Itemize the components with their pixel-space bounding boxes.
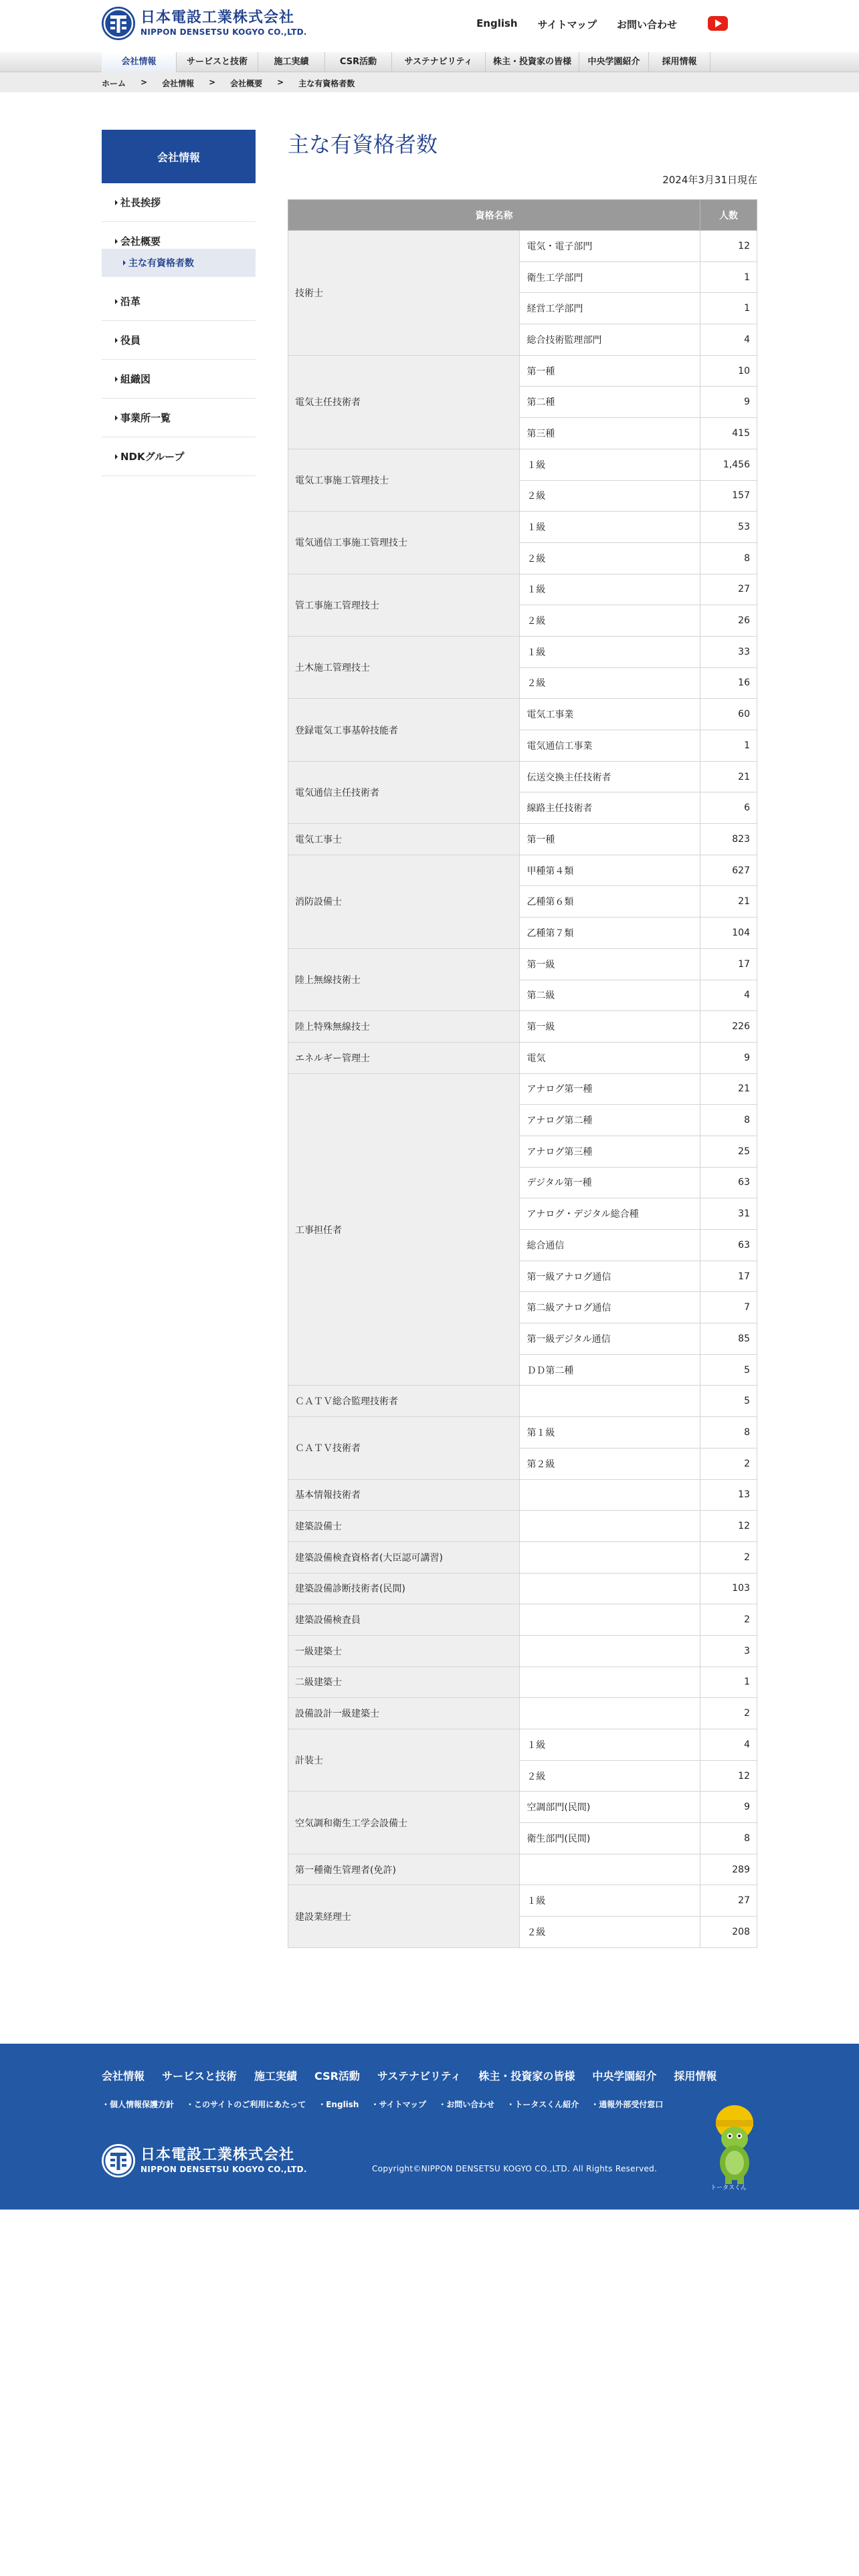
count-cell: 53 [700, 512, 757, 543]
count-cell: 1 [700, 293, 757, 324]
count-cell: 10 [700, 355, 757, 387]
count-cell: 1,456 [700, 449, 757, 480]
table-row [288, 1792, 757, 1823]
footer-nav-recruit[interactable]: 採用情報 [674, 2070, 717, 2082]
copyright: Copyright©NIPPON DENSETSU KOGYO CO.,LTD. All Rights Reserved. [372, 2164, 658, 2173]
qualification-class-cell: アナログ第二種 [520, 1105, 700, 1136]
breadcrumb-separator: > [277, 78, 284, 87]
count-cell: 5 [700, 1386, 757, 1417]
qualification-class-cell: ２級 [520, 480, 700, 512]
count-cell: 6 [700, 792, 757, 824]
qualification-class-cell: ２級 [520, 605, 700, 637]
qualification-name-cell: 設備設計一級建築士 [288, 1698, 520, 1729]
count-cell: 4 [700, 1729, 757, 1761]
count-cell: 289 [700, 1854, 757, 1885]
qualification-name-cell: 建築設備診断技術者(民間) [288, 1573, 520, 1604]
table-row [288, 1386, 757, 1417]
qualification-class-cell [520, 1479, 700, 1511]
qualification-class-cell: 第二種 [520, 387, 700, 418]
table-row [288, 1698, 757, 1729]
table-row [288, 231, 757, 262]
youtube-icon[interactable] [708, 16, 728, 31]
qualification-class-cell: １級 [520, 636, 700, 667]
count-cell: 627 [700, 855, 757, 886]
gnav-item-services[interactable]: サービスと技術 [177, 52, 258, 72]
qualification-class-cell: 第二級アナログ通信 [520, 1292, 700, 1323]
qualification-class-cell [520, 1541, 700, 1573]
count-cell: 103 [700, 1573, 757, 1604]
sidebar [102, 130, 256, 476]
qualification-name-cell: 土木施工管理技士 [288, 636, 520, 698]
table-row [288, 855, 757, 886]
qualification-class-cell: 乙種第７類 [520, 918, 700, 949]
footer-nav-works[interactable]: 施工実績 [254, 2070, 298, 2082]
count-cell: 226 [700, 1011, 757, 1043]
count-cell: 25 [700, 1136, 757, 1167]
qualification-class-cell [520, 1604, 700, 1636]
gnav-item-works[interactable]: 施工実績 [258, 52, 325, 72]
count-cell: 2 [700, 1541, 757, 1573]
qualification-class-cell: 第一級デジタル通信 [520, 1323, 700, 1355]
sidebar-item-offices[interactable]: 事業所一覧 [102, 399, 256, 437]
count-cell: 2 [700, 1448, 757, 1479]
qualification-class-cell: 第一級アナログ通信 [520, 1261, 700, 1292]
main-content [288, 130, 757, 1948]
sidebar-item-officers[interactable]: 役員 [102, 321, 256, 360]
count-cell: 8 [700, 1105, 757, 1136]
qualification-name-cell: 工事担任者 [288, 1073, 520, 1386]
count-cell: 17 [700, 948, 757, 980]
count-cell: 3 [700, 1635, 757, 1667]
count-cell: 9 [700, 1792, 757, 1823]
table-row [288, 574, 757, 605]
footer-link-privacy[interactable]: ・ 個人情報保護方針 [102, 2099, 174, 2110]
company-logo[interactable] [102, 7, 307, 40]
breadcrumb [102, 78, 355, 89]
table-row [288, 761, 757, 792]
site-header [0, 0, 859, 52]
gnav-item-csr[interactable]: CSR活動 [325, 52, 392, 72]
qualification-class-cell: アナログ第三種 [520, 1136, 700, 1167]
breadcrumb-separator: > [209, 78, 216, 87]
qualification-name-cell: 電気工事施工管理技士 [288, 449, 520, 511]
qualification-class-cell: デジタル第一種 [520, 1167, 700, 1198]
footer-link-english[interactable]: ・ English [318, 2099, 359, 2110]
count-cell: 7 [700, 1292, 757, 1323]
qualification-class-cell: １級 [520, 449, 700, 480]
qualification-name-cell: 二級建築士 [288, 1667, 520, 1698]
table-row [288, 824, 757, 855]
qualification-class-cell [520, 1511, 700, 1542]
count-cell: 8 [700, 542, 757, 574]
as-of-date: 2024年3月31日現在 [662, 174, 757, 186]
qualification-name-cell: 空気調和衛生工学会設備士 [288, 1792, 520, 1854]
sidebar-subitem-qualified[interactable]: 主な有資格者数 [102, 249, 256, 277]
breadcrumb-bar [0, 72, 859, 92]
qualification-class-cell: 甲種第４類 [520, 855, 700, 886]
footer-logo-english-name: NIPPON DENSETSU KOGYO CO.,LTD. [140, 2165, 307, 2174]
qualification-name-cell: 消防設備士 [288, 855, 520, 948]
footer-link-mascot[interactable]: ・ トータスくん紹介 [506, 2099, 579, 2110]
table-row [288, 1417, 757, 1448]
qualification-class-cell: 第１級 [520, 1417, 700, 1448]
table-row [288, 1073, 757, 1105]
count-cell: 9 [700, 1042, 757, 1073]
breadcrumb-separator: > [140, 78, 148, 87]
global-nav [0, 52, 859, 72]
qualification-class-cell: 電気 [520, 1042, 700, 1073]
qualification-name-cell: ＣＡＴＶ総合監理技術者 [288, 1386, 520, 1417]
count-cell: 1 [700, 261, 757, 293]
count-cell: 208 [700, 1917, 757, 1948]
table-row [288, 1541, 757, 1573]
qualification-name-cell: 建築設備検査員 [288, 1604, 520, 1636]
count-cell: 31 [700, 1198, 757, 1230]
table-row [288, 636, 757, 667]
qualification-class-cell: 伝送交換主任技術者 [520, 761, 700, 792]
qualification-class-cell: 経営工学部門 [520, 293, 700, 324]
count-cell: 4 [700, 324, 757, 356]
qualification-name-cell: 建築設備検査資格者(大臣認可講習) [288, 1541, 520, 1573]
qualification-class-cell: １級 [520, 512, 700, 543]
qualification-class-cell [520, 1573, 700, 1604]
count-cell: 21 [700, 1073, 757, 1105]
sidebar-title: 会社情報 [102, 130, 256, 183]
gnav-item-company[interactable]: 会社情報 [102, 52, 177, 72]
qualification-name-cell: 登録電気工事基幹技能者 [288, 699, 520, 761]
qualification-class-cell: 第二級 [520, 980, 700, 1011]
footer-nav [102, 2068, 717, 2083]
qualification-class-cell: 線路主任技術者 [520, 792, 700, 824]
qualification-name-cell: 陸上無線技術士 [288, 948, 520, 1010]
table-row [288, 1511, 757, 1542]
qualification-class-cell: 電気通信工事業 [520, 730, 700, 762]
qualification-class-cell: ２級 [520, 667, 700, 699]
qualification-name-cell: 一級建築士 [288, 1635, 520, 1667]
count-cell: 1 [700, 1667, 757, 1698]
qualification-name-cell: 電気通信主任技術者 [288, 761, 520, 823]
count-cell: 17 [700, 1261, 757, 1292]
qualification-name-cell: 建設業経理士 [288, 1885, 520, 1947]
footer-nav-academy[interactable]: 中央学園紹介 [592, 2070, 657, 2082]
count-cell: 1 [700, 730, 757, 762]
site-footer [0, 2044, 859, 2210]
gnav-item-academy[interactable]: 中央学園紹介 [579, 52, 649, 72]
column-header-name: 資格名称 [288, 200, 700, 231]
footer-nav-company[interactable]: 会社情報 [102, 2070, 145, 2082]
qualification-table [288, 199, 757, 1948]
count-cell: 157 [700, 480, 757, 512]
count-cell: 5 [700, 1354, 757, 1386]
qualification-class-cell: ＤＤ第二種 [520, 1354, 700, 1386]
qualification-class-cell: 衛生工学部門 [520, 261, 700, 293]
qualification-class-cell: １級 [520, 574, 700, 605]
footer-nav-investors[interactable]: 株主・投資家の皆様 [478, 2070, 575, 2082]
count-cell: 21 [700, 886, 757, 918]
company-logo-icon [102, 7, 135, 40]
qualification-class-cell: 第一種 [520, 824, 700, 855]
sidebar-item-ndk-group[interactable]: NDKグループ [102, 437, 256, 476]
footer-logo-japanese-name: 日本電設工業株式会社 [140, 2147, 295, 2163]
count-cell: 415 [700, 418, 757, 449]
table-row [288, 1667, 757, 1698]
count-cell: 16 [700, 667, 757, 699]
footer-sub-links [102, 2099, 663, 2110]
footer-link-terms[interactable]: ・ このサイトのご利用にあたって [186, 2099, 306, 2110]
table-row [288, 1729, 757, 1761]
count-cell: 63 [700, 1230, 757, 1261]
qualification-class-cell: 総合技術監理部門 [520, 324, 700, 356]
count-cell: 12 [700, 1760, 757, 1792]
count-cell: 27 [700, 574, 757, 605]
qualification-class-cell: １級 [520, 1885, 700, 1917]
sitemap-link[interactable]: サイトマップ [537, 19, 597, 31]
table-row [288, 1011, 757, 1043]
count-cell: 63 [700, 1167, 757, 1198]
count-cell: 21 [700, 761, 757, 792]
table-row [288, 1885, 757, 1917]
qualification-class-cell: 第２級 [520, 1448, 700, 1479]
qualification-class-cell: 第一級 [520, 948, 700, 980]
count-cell: 13 [700, 1479, 757, 1511]
qualification-name-cell: ＣＡＴＶ技術者 [288, 1417, 520, 1479]
qualification-class-cell: 空調部門(民間) [520, 1792, 700, 1823]
qualification-class-cell: 電気工事業 [520, 699, 700, 730]
qualification-class-cell: 衛生部門(民間) [520, 1823, 700, 1854]
table-row [288, 512, 757, 543]
footer-link-whistleblow[interactable]: ・ 通報外部受付窓口 [591, 2099, 663, 2110]
breadcrumb-current: 主な有資格者数 [298, 79, 355, 88]
count-cell: 33 [700, 636, 757, 667]
utility-links [476, 17, 677, 31]
count-cell: 8 [700, 1823, 757, 1854]
sidebar-item-overview[interactable]: 会社概要 [102, 222, 256, 249]
qualification-class-cell [520, 1667, 700, 1698]
logo-english-name: NIPPON DENSETSU KOGYO CO.,LTD. [140, 27, 307, 37]
qualification-class-cell: 総合通信 [520, 1230, 700, 1261]
english-link[interactable]: English [476, 17, 518, 29]
qualification-name-cell: 電気主任技術者 [288, 355, 520, 449]
footer-logo[interactable] [102, 2144, 307, 2177]
qualification-name-cell: 基本情報技術者 [288, 1479, 520, 1511]
page-title: 主な有資格者数 [288, 132, 438, 157]
qualification-name-cell: 管工事施工管理技士 [288, 574, 520, 636]
qualification-class-cell: 第三種 [520, 418, 700, 449]
table-row [288, 1042, 757, 1073]
mascot-caption: トータスくん [710, 2185, 747, 2191]
breadcrumb-overview[interactable]: 会社概要 [230, 79, 263, 88]
table-body [288, 231, 757, 1948]
count-cell: 60 [700, 699, 757, 730]
sidebar-item-history[interactable]: 沿革 [102, 282, 256, 321]
table-row [288, 1573, 757, 1604]
count-cell: 823 [700, 824, 757, 855]
footer-link-contact[interactable]: ・ お問い合わせ [438, 2099, 494, 2110]
logo-japanese-name: 日本電設工業株式会社 [140, 9, 295, 26]
qualification-name-cell: 技術士 [288, 231, 520, 356]
footer-nav-csr[interactable]: CSR活動 [314, 2070, 360, 2082]
sidebar-item-greeting[interactable]: 社長挨拶 [102, 183, 256, 222]
qualification-class-cell [520, 1386, 700, 1417]
table-row [288, 1635, 757, 1667]
count-cell: 12 [700, 1511, 757, 1542]
count-cell: 9 [700, 387, 757, 418]
company-logo-icon [102, 2144, 135, 2177]
sidebar-item-organization[interactable]: 組織図 [102, 360, 256, 399]
footer-link-sitemap[interactable]: ・ サイトマップ [371, 2099, 426, 2110]
footer-nav-services[interactable]: サービスと技術 [162, 2070, 237, 2082]
qualification-class-cell: １級 [520, 1729, 700, 1761]
qualification-class-cell: ２級 [520, 1917, 700, 1948]
qualification-name-cell: エネルギー管理士 [288, 1042, 520, 1073]
gnav-item-sustainability[interactable]: サステナビリティ [392, 52, 486, 72]
qualification-class-cell [520, 1635, 700, 1667]
qualification-class-cell [520, 1854, 700, 1885]
breadcrumb-home[interactable]: ホーム [102, 79, 126, 88]
column-header-count: 人数 [700, 200, 757, 231]
count-cell: 2 [700, 1698, 757, 1729]
table-row [288, 948, 757, 980]
count-cell: 27 [700, 1885, 757, 1917]
gnav-item-investors[interactable]: 株主・投資家の皆様 [486, 52, 579, 72]
count-cell: 12 [700, 231, 757, 262]
table-row [288, 355, 757, 387]
qualification-name-cell: 計装士 [288, 1729, 520, 1792]
qualification-class-cell: ２級 [520, 542, 700, 574]
qualification-class-cell: 電気・電子部門 [520, 231, 700, 262]
qualification-name-cell: 電気工事士 [288, 824, 520, 855]
count-cell: 4 [700, 980, 757, 1011]
gnav-item-recruit[interactable]: 採用情報 [649, 52, 710, 72]
qualification-name-cell: 電気通信工事施工管理技士 [288, 512, 520, 574]
qualification-class-cell: アナログ・デジタル総合種 [520, 1198, 700, 1230]
count-cell: 26 [700, 605, 757, 637]
table-row [288, 1604, 757, 1636]
qualification-class-cell: 第一級 [520, 1011, 700, 1043]
breadcrumb-company[interactable]: 会社情報 [162, 79, 195, 88]
count-cell: 85 [700, 1323, 757, 1355]
count-cell: 104 [700, 918, 757, 949]
qualification-name-cell: 陸上特殊無線技士 [288, 1011, 520, 1043]
qualification-class-cell: 第一種 [520, 355, 700, 387]
qualification-class-cell: アナログ第一種 [520, 1073, 700, 1105]
qualification-class-cell: ２級 [520, 1760, 700, 1792]
qualification-name-cell: 建築設備士 [288, 1511, 520, 1542]
footer-nav-sustainability[interactable]: サステナビリティ [377, 2070, 462, 2082]
table-row [288, 1854, 757, 1885]
table-row [288, 699, 757, 730]
count-cell: 8 [700, 1417, 757, 1448]
table-row [288, 449, 757, 480]
qualification-class-cell: 乙種第６類 [520, 886, 700, 918]
qualification-class-cell [520, 1698, 700, 1729]
contact-link[interactable]: お問い合わせ [616, 19, 677, 31]
table-header-row [288, 200, 757, 231]
table-row [288, 1479, 757, 1511]
qualification-name-cell: 第一種衛生管理者(免許) [288, 1854, 520, 1885]
count-cell: 2 [700, 1604, 757, 1636]
